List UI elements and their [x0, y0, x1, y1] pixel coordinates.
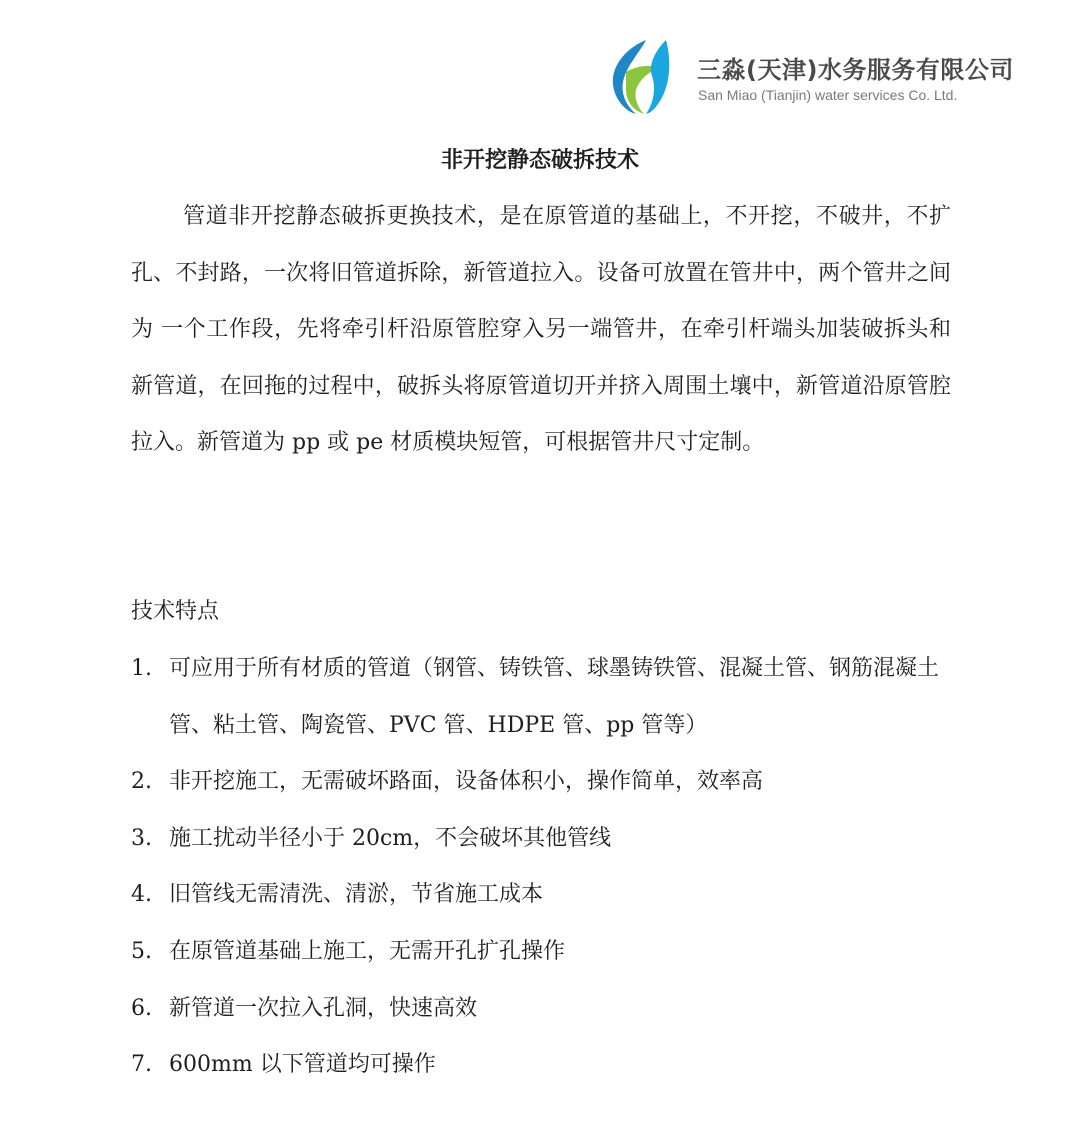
feature-number: 6. [131, 995, 152, 1021]
feature-number: 2. [131, 769, 152, 795]
company-name-en: San Miao (Tianjin) water services Co. Ltd. [698, 87, 958, 103]
feature-item-1 [131, 641, 951, 754]
feature-text: 新管道一次拉入孔洞，快速高效 [169, 995, 478, 1021]
feature-item-3 [131, 811, 951, 868]
document-title: 非开挖静态破拆技术 [440, 147, 639, 173]
feature-text: 旧管线无需清洗、清淤，节省施工成本 [169, 882, 544, 908]
feature-text: 600mm 以下管道均可操作 [169, 1052, 436, 1078]
feature-number: 7. [131, 1052, 152, 1078]
feature-text: 在原管道基础上施工，无需开孔扩孔操作 [169, 938, 566, 964]
feature-number: 4. [131, 882, 152, 908]
intro-paragraph: 管道非开挖静态破拆更换技术，是在原管道的基础上，不开挖，不破井，不扩孔、不封路，一次将旧管道拆除，新管道拉入。设备可放置在管井中，两个管井之间为 一个工作段，先将牵引杆沿原管腔穿入另一端管井，在牵引杆端头加装破拆头和新管道，在回拖的过程中，破拆头将原管道切开并挤入周围土壤中，新管道沿原管腔拉入。新管道为 pp 或 pe 材质模块短管，可根据管井尺寸定制。 [131, 204, 951, 456]
feature-number: 1. [131, 656, 152, 681]
company-name-cn: 三淼(天津)水务服务有限公司 [697, 56, 1014, 84]
feature-number: 5. [131, 938, 152, 964]
logo-cyan-blade [646, 40, 669, 114]
feature-item-7 [131, 1037, 951, 1094]
features-heading: 技术特点 [131, 599, 220, 624]
feature-text: 可应用于所有材质的管道（钢管、铸铁管、球墨铸铁管、混凝土管、钢筋混凝土管、粘土管、陶瓷管、PVC 管、HDPE 管、pp 管等） [169, 656, 940, 738]
feature-item-5 [131, 924, 951, 981]
feature-text: 非开挖施工，无需破坏路面，设备体积小，操作简单，效率高 [169, 769, 764, 795]
feature-item-6 [131, 981, 951, 1038]
feature-text: 施工扰动半径小于 20cm，不会破坏其他管线 [169, 825, 612, 851]
feature-item-2 [131, 754, 951, 811]
feature-item-4 [131, 867, 951, 924]
company-logo-icon [606, 38, 672, 116]
feature-list [131, 641, 951, 1094]
feature-number: 3. [131, 825, 152, 851]
company-header [0, 0, 1080, 130]
